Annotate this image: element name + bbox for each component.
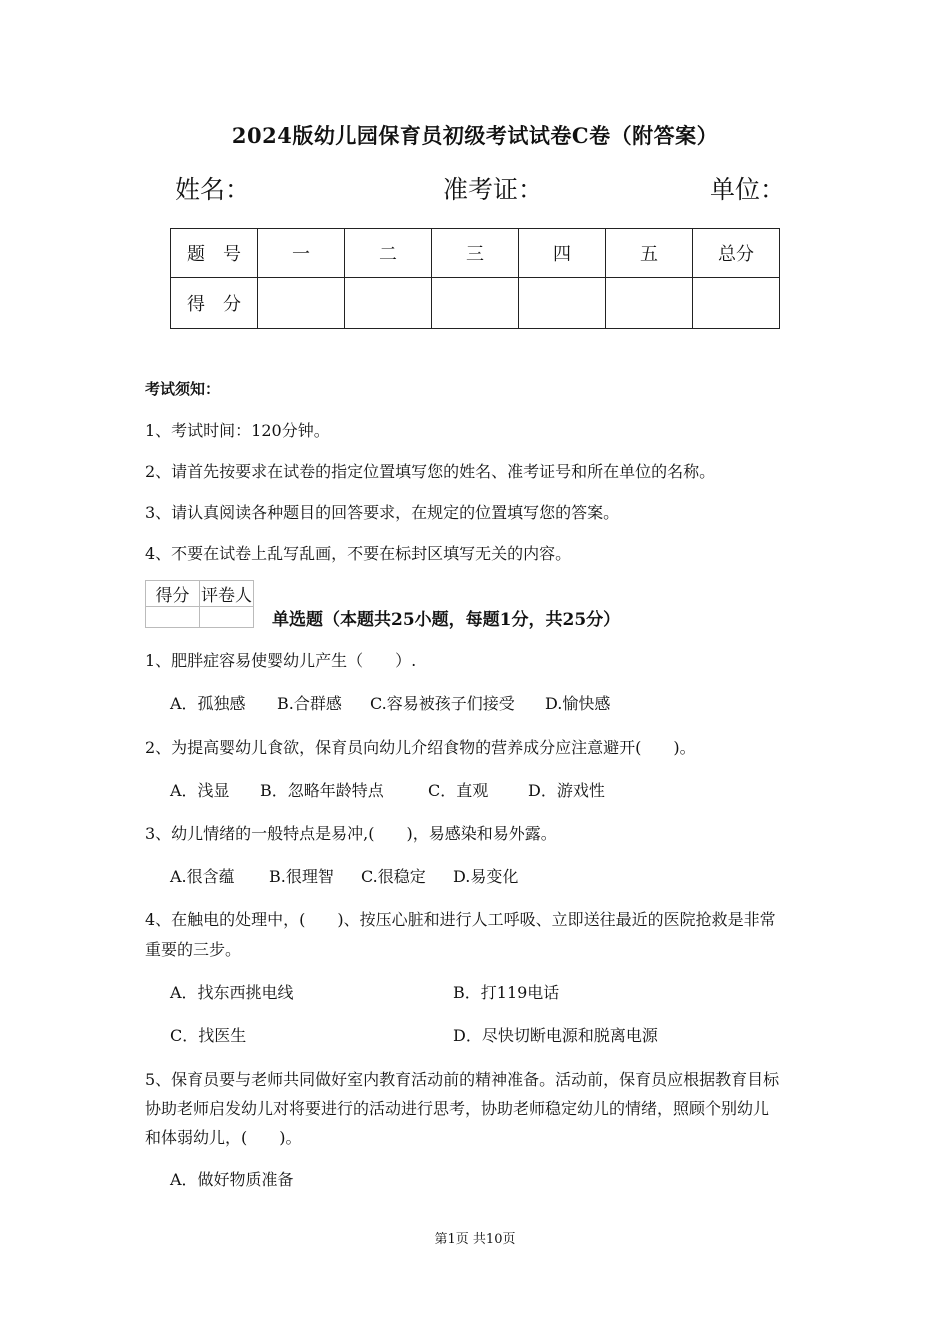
- grader-score-label: 得分: [146, 581, 200, 607]
- score-cell[interactable]: [693, 278, 780, 329]
- grader-name-cell[interactable]: [200, 607, 254, 628]
- notice-item: 4、不要在试卷上乱写乱画，不要在标封区填写无关的内容。: [145, 544, 572, 563]
- score-table-header-cell: 五: [606, 229, 693, 278]
- page-title: 2024版幼儿园保育员初级考试试卷C卷（附答案）: [231, 123, 719, 148]
- score-table-header-cell: 一: [258, 229, 345, 278]
- page-footer: 第1页 共10页: [434, 1232, 516, 1247]
- exam-id-field-label: 准考证：: [443, 175, 544, 204]
- question-1-option-c: C.容易被孩子们接受: [370, 694, 515, 713]
- score-table-header-cell: 总分: [693, 229, 780, 278]
- notice-heading: 考试须知：: [145, 380, 221, 398]
- grader-score-cell[interactable]: [146, 607, 200, 628]
- question-5-text: 5、保育员要与老师共同做好室内教育活动前的精神准备。活动前，保育员应根据教育目标: [145, 1070, 780, 1089]
- notice-item: 1、考试时间：120分钟。: [145, 421, 330, 440]
- grader-box: [145, 580, 254, 628]
- question-4-text: 4、在触电的处理中，( )、按压心脏和进行人工呼吸、立即送往最近的医院抢救是非常: [145, 910, 776, 929]
- question-3-option-a: A.很含蕴: [170, 867, 235, 886]
- notice-item: 2、请首先按要求在试卷的指定位置填写您的姓名、准考证号和所在单位的名称。: [145, 462, 716, 481]
- score-table-score-row: [171, 278, 780, 329]
- score-cell[interactable]: [258, 278, 345, 329]
- question-3-option-c: C.很稳定: [361, 867, 426, 886]
- question-5-text-continued: 和体弱幼儿，( )。: [145, 1128, 302, 1147]
- question-4-option-b: B．打119电话: [453, 983, 560, 1002]
- question-4-text-continued: 重要的三步。: [145, 940, 242, 959]
- question-2-option-b: B．忽略年龄特点: [260, 781, 384, 800]
- score-table-header-cell: 题 号: [171, 229, 258, 278]
- score-cell[interactable]: [606, 278, 693, 329]
- question-3-option-b: B.很理智: [269, 867, 334, 886]
- question-1-option-a: A．孤独感: [170, 694, 246, 713]
- question-3-text: 3、幼儿情绪的一般特点是易冲,( )，易感染和易外露。: [145, 824, 557, 843]
- name-field-label: 姓名：: [175, 175, 251, 204]
- notice-item: 3、请认真阅读各种题目的回答要求，在规定的位置填写您的答案。: [145, 503, 620, 522]
- score-table-header-cell: 四: [519, 229, 606, 278]
- question-4-option-a: A．找东西挑电线: [170, 983, 294, 1002]
- score-table: [170, 228, 780, 329]
- question-4-option-c: C．找医生: [170, 1026, 247, 1045]
- unit-field-label: 单位：: [710, 175, 786, 204]
- score-cell[interactable]: [519, 278, 606, 329]
- score-cell[interactable]: [345, 278, 432, 329]
- question-5-text-continued: 协助老师启发幼儿对将要进行的活动进行思考，协助老师稳定幼儿的情绪，照顾个别幼儿: [145, 1099, 770, 1118]
- question-1-option-b: B.合群感: [277, 694, 342, 713]
- question-3-option-d: D.易变化: [453, 867, 519, 886]
- question-2-option-d: D．游戏性: [528, 781, 605, 800]
- score-table-header-cell: 三: [432, 229, 519, 278]
- question-2-text: 2、为提高婴幼儿食欲，保育员向幼儿介绍食物的营养成分应注意避开( )。: [145, 738, 696, 757]
- question-2-option-a: A．浅显: [170, 781, 230, 800]
- question-1-text: 1、肥胖症容易使婴幼儿产生（ ）.: [145, 651, 417, 670]
- score-table-header-row: [171, 229, 780, 278]
- question-4-option-d: D．尽快切断电源和脱离电源: [453, 1026, 658, 1045]
- question-1-option-d: D.愉快感: [545, 694, 611, 713]
- question-5-option-a: A．做好物质准备: [170, 1170, 294, 1189]
- score-cell[interactable]: [432, 278, 519, 329]
- question-2-option-c: C．直观: [428, 781, 489, 800]
- section-title: 单选题（本题共25小题，每题1分，共25分）: [272, 610, 621, 630]
- grader-name-label: 评卷人: [200, 581, 254, 607]
- score-table-row-label: 得 分: [171, 278, 258, 329]
- score-table-header-cell: 二: [345, 229, 432, 278]
